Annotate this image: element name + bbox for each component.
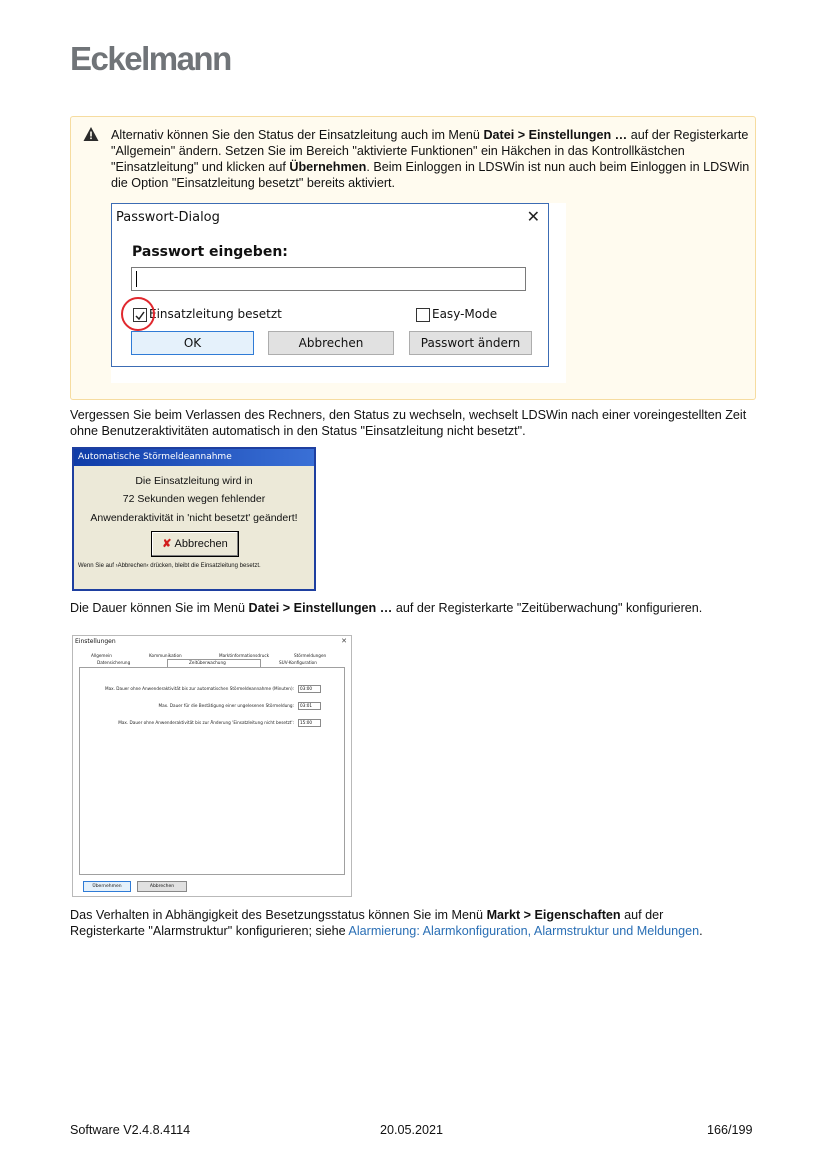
message-line-1: Die Einsatzleitung wird in [135, 475, 253, 487]
dialog-footer-hint: Wenn Sie auf ›Abbrechen‹ drücken, bleibt die Einsatzleitung besetzt. [78, 563, 261, 569]
tab-suv-konfiguration[interactable]: SUV-Konfiguration [279, 660, 317, 665]
menu-path-settings: Datei > Einstellungen … [483, 128, 628, 142]
close-icon[interactable]: ✕ [341, 638, 347, 645]
einsatzleitung-label: Einsatzleitung besetzt [149, 307, 282, 321]
menu-path-properties: Markt > Eigenschaften [486, 908, 621, 922]
tab-stoermeldungen[interactable]: Störmeldungen [294, 653, 327, 658]
password-input[interactable] [131, 267, 526, 291]
tab-zeitueberwachung[interactable]: Zeitüberwachung [189, 660, 226, 665]
menu-path-settings: Datei > Einstellungen … [248, 601, 393, 615]
password-dialog-screenshot [111, 203, 566, 383]
paragraph-behaviour: Das Verhalten in Abhängigkeit des Besetzungsstatus können Sie im Menü Markt > Eigenschaften auf der Registerkarte "Alarmstruktur" konfigurieren; siehe Alarmierung: Alarmkonfiguration, Alarmstruktur und Meldungen. [70, 908, 703, 938]
warning-icon [83, 126, 99, 142]
highlight-circle [121, 297, 155, 331]
message-line-2: 72 Sekunden wegen fehlender [122, 493, 266, 505]
cancel-button[interactable]: Abbrechen [268, 331, 394, 355]
setting-label-confirm: Max. Dauer für die Bestätigung einer ungelesenen Störmeldung: [158, 703, 294, 708]
ok-button[interactable]: OK [131, 331, 254, 355]
cancel-button[interactable]: Abbrechen [137, 881, 187, 892]
close-icon[interactable]: ✕ [526, 207, 540, 226]
apply-button[interactable]: Übernehmen [83, 881, 131, 892]
tab-allgemein[interactable]: Allgemein [91, 653, 112, 658]
apply-reference: Übernehmen [289, 160, 367, 174]
alarm-config-link[interactable]: Alarmierung: Alarmkonfiguration, Alarmstruktur und Meldungen [348, 924, 700, 938]
message-line-3: Anwenderaktivität in 'nicht besetzt' geändert! [90, 512, 298, 524]
footer-software-version: Software V2.4.8.4114 [70, 1123, 191, 1137]
settings-panel [79, 667, 345, 875]
footer-date: 20.05.2021 [380, 1123, 444, 1137]
tab-marktinformationsdruck[interactable]: Marktinformationsdruck [219, 653, 270, 658]
change-password-button[interactable]: Passwort ändern [409, 331, 532, 355]
easy-mode-label: Easy-Mode [432, 307, 498, 321]
setting-input-confirm[interactable]: 03:01 [298, 702, 321, 710]
tab-kommunikation[interactable]: Kommunikation [149, 653, 182, 658]
password-heading: Passwort eingeben: [132, 244, 288, 260]
cancel-x-icon: ✘ [162, 538, 172, 550]
footer-page-number: 166/199 [707, 1123, 753, 1137]
paragraph-duration: Die Dauer können Sie im Menü Datei > Einstellungen … auf der Registerkarte "Zeitüberwachung" konfigurieren. [70, 601, 703, 615]
tab-datensicherung[interactable]: Datensicherung [97, 660, 131, 665]
company-logo: Eckelmann [70, 40, 231, 77]
password-dialog [111, 203, 549, 367]
settings-dialog [72, 635, 352, 897]
text-caret [136, 271, 137, 287]
note-text: Alternativ können Sie den Status der Einsatzleitung auch im Menü Datei > Einstellungen … auf der Registerkarte "Allgemein" ändern. Setzen Sie im Bereich "aktivierte Funktionen" ein Häkchen in das Kontrollkästchen "Einsatzleitung" und klicken auf Übernehmen. Beim Einloggen in LDSWin ist nun auch beim Einloggen in LDSWin die Option "Einsatzleitung besetzt" bereits aktiviert. [111, 128, 750, 190]
settings-tabs [79, 650, 343, 668]
setting-input-not-occupied[interactable]: 15:00 [298, 719, 321, 727]
dialog-title: Einstellungen [75, 638, 116, 645]
setting-label-auto-accept: Max. Dauer ohne Anwenderaktivität bis zur automatischen Störmeldeannahme (Minuten): [104, 686, 294, 691]
dialog-title: Passwort-Dialog [116, 210, 220, 225]
auto-alarm-dialog [72, 447, 316, 591]
setting-input-auto-accept[interactable]: 03:00 [298, 685, 321, 693]
dialog-title: Automatische Störmeldeannahme [74, 449, 314, 466]
abbrechen-button[interactable]: ✘ Abbrechen [151, 531, 239, 557]
easy-mode-checkbox[interactable] [416, 308, 430, 322]
paragraph-timeout: Vergessen Sie beim Verlassen des Rechners, den Status zu wechseln, wechselt LDSWin nach einer voreingestellten Zeit ohne Benutzeraktivitäten automatisch in den Status "Einsatzleitung nicht besetzt". [70, 408, 747, 438]
setting-label-not-occupied: Max. Dauer ohne Anwenderaktivität bis zur Änderung 'Einsatzleitung nicht besetzt': [118, 720, 294, 725]
